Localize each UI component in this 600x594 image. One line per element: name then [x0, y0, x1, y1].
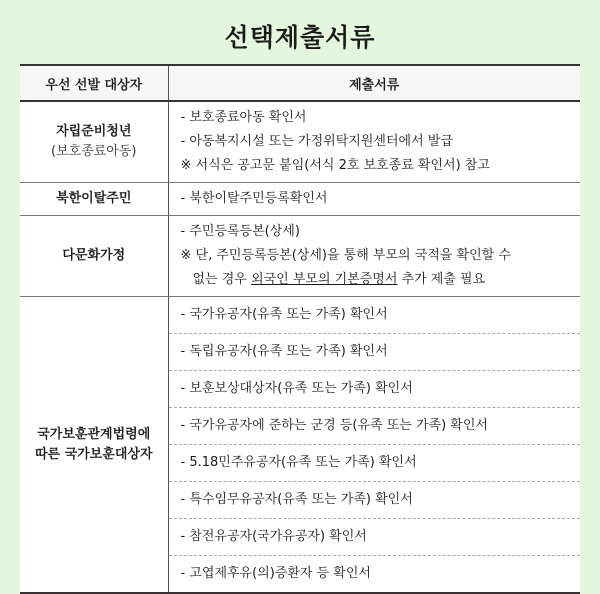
row-veteran-item — [20, 297, 580, 334]
label-multicultural: 다문화가정 — [20, 216, 168, 297]
doc-item: - 참전유공자(국가유공자) 확인서 — [168, 519, 580, 556]
doc-line: - 아동복지시설 또는 가정위탁지원센터에서 발급 — [180, 134, 453, 149]
doc-line: - 주민등록등본(상세) — [180, 224, 300, 239]
label-defector: 북한이탈주민 — [20, 183, 168, 216]
page-title: 선택제출서류 — [224, 23, 376, 52]
doc-item: - 보훈보상대상자(유족 또는 가족) 확인서 — [168, 371, 580, 408]
header-target-group: 우선 선발 대상자 — [20, 65, 168, 101]
underlined-doc: 외국인 부모의 기본증명서 — [251, 272, 398, 287]
doc-line: - 보호종료아동 확인서 — [180, 110, 307, 125]
note-line: ※ 서식은 공고문 붙임(서식 2호 보호종료 확인서) 참고 — [180, 158, 490, 173]
note-line-cont — [181, 268, 571, 292]
doc-item: - 국가유공자에 준하는 군경 등(유족 또는 가족) 확인서 — [168, 408, 580, 445]
table-header-row — [20, 65, 580, 101]
note-text: 추가 제출 필요 — [401, 272, 486, 287]
doc-item: - 국가유공자(유족 또는 가족) 확인서 — [168, 297, 580, 334]
row-defector — [20, 183, 580, 216]
note-line: ※ 단, 주민등록등본(상세)을 통해 부모의 국적을 확인할 수 — [180, 248, 511, 263]
docs-youth — [168, 101, 580, 183]
label-veteran-line2: 따른 국가보훈대상자 — [34, 446, 153, 462]
document-table — [20, 64, 580, 594]
row-label-youth — [20, 101, 168, 183]
doc-item: - 독립유공자(유족 또는 가족) 확인서 — [168, 334, 580, 371]
doc-line: - 북한이탈주민등록확인서 — [180, 191, 328, 206]
label-youth: 자립준비청년 — [56, 124, 132, 139]
doc-item: - 5.18민주유공자(유족 또는 가족) 확인서 — [168, 445, 580, 482]
row-multicultural — [20, 216, 580, 297]
note-text: 없는 경우 — [192, 272, 247, 287]
docs-defector — [168, 183, 580, 216]
label-veteran-line1: 국가보훈관계법령에 — [37, 426, 151, 442]
docs-multicultural — [168, 216, 580, 297]
label-veteran — [20, 297, 168, 594]
sublabel-youth: (보호종료아동) — [51, 144, 137, 159]
row-youth — [20, 101, 580, 183]
header-documents: 제출서류 — [168, 65, 580, 101]
doc-item: - 고엽제후유(의)증환자 등 확인서 — [168, 556, 580, 594]
doc-item: - 특수임무유공자(유족 또는 가족) 확인서 — [168, 482, 580, 519]
